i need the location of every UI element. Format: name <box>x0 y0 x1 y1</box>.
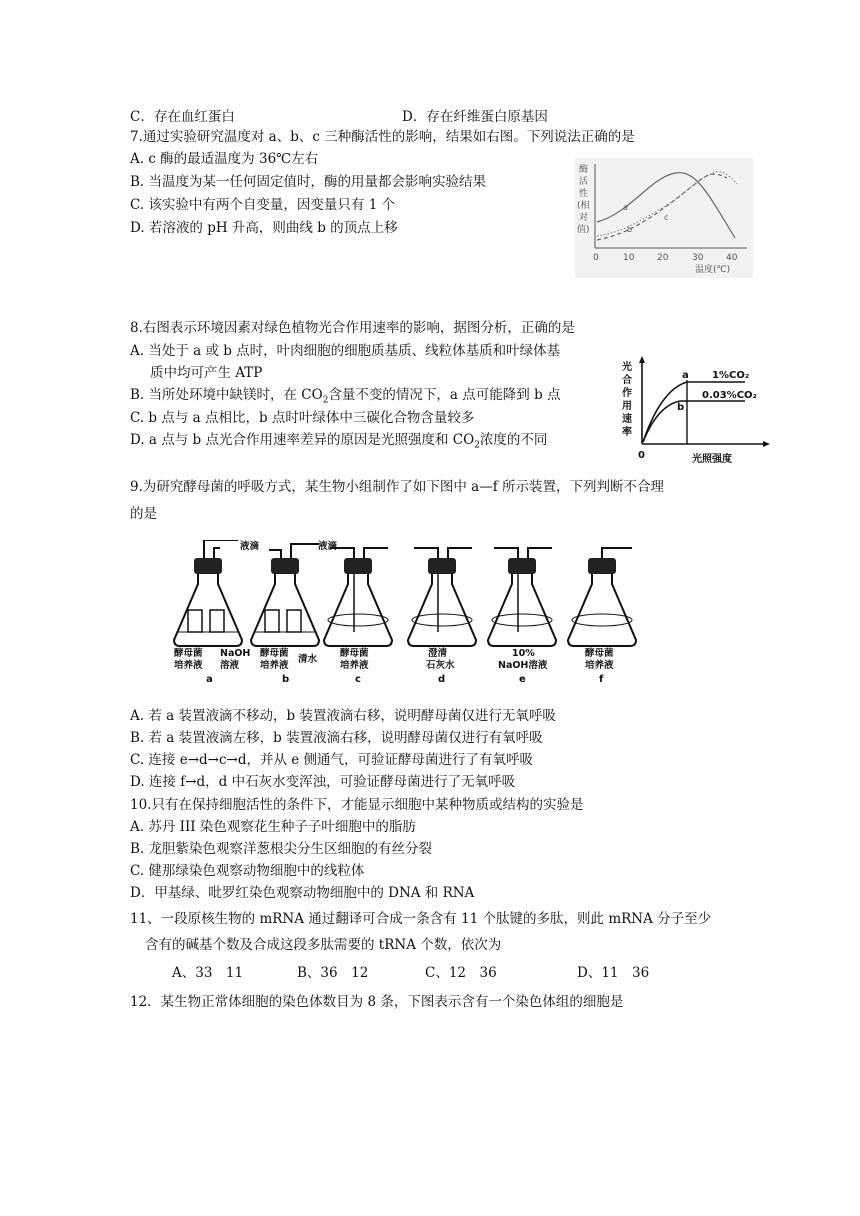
curve-b-label: b <box>627 225 633 234</box>
fig7-xtick-0: 0 <box>593 253 599 263</box>
fig7-xtick-20: 20 <box>657 253 669 263</box>
q7-option-b: B. 当温度为某一任何固定值时，酶的用量都会影响实验结果 <box>130 174 487 190</box>
q7-option-a: A. c 酶的最适温度为 36℃左右 <box>130 151 319 167</box>
yeast-apparatus-drawing <box>170 540 650 685</box>
q8-option-a-line1: A. 当处于 a 或 b 点时，叶肉细胞的细胞质基质、线粒体基质和叶绿体基 <box>130 343 561 359</box>
q8-option-a-line2: 质中均可产生 ATP <box>150 365 263 381</box>
fig8-ylabel-4: 用 <box>622 401 632 412</box>
fig8-ylabel-5: 速 <box>622 414 632 425</box>
flask-d-text1: 澄清 <box>428 648 448 659</box>
fig7-ylabel-3: 性 <box>579 189 589 199</box>
flask-d-text2: 石灰水 <box>426 660 455 671</box>
flask-b-text1: 酵母菌 <box>260 648 289 659</box>
q9-stem-line2: 的是 <box>130 506 157 522</box>
q8-option-d: D. a 点与 b 点光合作用速率差异的原因是光照强度和 $CO_2$浓度的不同 <box>130 432 548 451</box>
fig8-ylabel-2: 合 <box>622 375 632 386</box>
legend-003pct: 0.03%CO₂ <box>702 390 757 401</box>
fig7-ylabel-2: 活 <box>579 177 589 187</box>
q10-option-d: D．甲基绿、吡罗红染色观察动物细胞中的 DNA 和 RNA <box>130 885 475 901</box>
flask-b-text3: 清水 <box>298 654 318 665</box>
q10-option-c: C. 健那绿染色观察动物细胞中的线粒体 <box>130 863 365 879</box>
fig8-ylabel-6: 率 <box>622 427 632 438</box>
flask-a-text2: 培养液 <box>174 660 203 671</box>
curve-c <box>597 172 737 236</box>
enzyme-activity-figure <box>575 158 753 278</box>
fig7-xtick-40: 40 <box>726 253 738 263</box>
flask-b-id: b <box>282 674 290 685</box>
flask-c-text1: 酵母菌 <box>340 648 369 659</box>
q7-option-d: D. 若溶液的 pH 升高，则曲线 b 的顶点上移 <box>130 220 398 236</box>
drop-label-b: 液滴 <box>318 541 338 552</box>
flask-e-id: e <box>519 674 526 685</box>
flask-f-text2: 培养液 <box>585 660 614 671</box>
q9-option-c: C. 连接 e→d→c→d，并从 e 侧通气，可验证酵母菌进行了有氧呼吸 <box>130 752 534 768</box>
flask-f <box>568 548 636 646</box>
flask-c-id: c <box>355 674 361 685</box>
flask-b-text2: 培养液 <box>260 660 289 671</box>
q8-option-c: C. b 点与 a 点相比，b 点时叶绿体中三碳化合物含量较多 <box>130 410 475 426</box>
q11-option-a: A、33 11 <box>172 965 244 981</box>
fig8-ylabel-1: 光 <box>622 362 632 373</box>
fig8-xlabel: 光照强度 <box>692 454 732 465</box>
fig8-ylabel-3: 作 <box>622 388 632 399</box>
fig7-xlabel: 温度(℃) <box>695 265 731 275</box>
q9-option-d: D. 连接 f→d，d 中石灰水变浑浊，可验证酵母菌进行了无氧呼吸 <box>130 774 516 790</box>
fig8-origin: 0 <box>638 450 645 461</box>
fig7-xtick-10: 10 <box>623 253 635 263</box>
q10-stem: 10.只有在保持细胞活性的条件下，才能显示细胞中某种物质或结构的实验是 <box>130 797 584 813</box>
q9-stem-line1: 9.为研究酵母菌的呼吸方式，某生物小组制作了如下图中 a—f 所示装置，下列判断不合理 <box>130 479 665 495</box>
fig7-ylabel-4: (相 <box>577 201 590 211</box>
fig7-ylabel-6: 值) <box>577 225 590 235</box>
flask-a-text1: 酵母菌 <box>174 648 203 659</box>
flask-a-text4: 溶液 <box>220 660 240 671</box>
flask-e-text1: 10% <box>512 648 535 659</box>
q7-stem: 7.通过实验研究温度对 a、b、c 三种酶活性的影响，结果如右图。下列说法正确的是 <box>130 129 635 145</box>
fig7-ylabel-1: 酶 <box>579 165 589 175</box>
yeast-apparatus-figure <box>170 540 650 685</box>
flask-d-id: d <box>438 674 446 685</box>
q7-option-c: C. 该实验中有两个自变量，因变量只有 1 个 <box>130 197 396 213</box>
q8-stem: 8.右图表示环境因素对绿色植物光合作用速率的影响，据图分析，正确的是 <box>130 320 575 336</box>
flask-d <box>408 548 476 646</box>
q9-option-b: B. 若 a 装置液滴左移，b 装置液滴右移，说明酵母菌仅进行有氧呼吸 <box>130 730 543 746</box>
curve-a-label: a <box>623 203 628 212</box>
fig7-xtick-30: 30 <box>692 253 704 263</box>
q9-option-a: A. 若 a 装置液滴不移动，b 装置液滴右移，说明酵母菌仅进行无氧呼吸 <box>130 708 556 724</box>
q8-option-b: B. 当所处环境中缺镁时，在 $CO_2$含量不变的情况下，a 点可能降到 b 点 <box>130 387 561 406</box>
q11-option-d: D、11 36 <box>577 965 650 981</box>
flask-a-id: a <box>206 674 213 685</box>
q11-stem-line2: 含有的碱基个数及合成这段多肽需要的 tRNA 个数，依次为 <box>145 937 502 953</box>
flask-c <box>324 548 392 646</box>
flask-a-text3: NaOH <box>220 648 251 659</box>
point-a-label: a <box>682 370 689 381</box>
photosynthesis-chart <box>620 352 770 467</box>
q6-option-c: C．存在血红蛋白 <box>130 109 235 125</box>
q11-option-c: C、12 36 <box>425 965 497 981</box>
point-b-label: b <box>677 402 685 413</box>
flask-c-text2: 培养液 <box>340 660 369 671</box>
curve-c-label: c <box>664 213 669 222</box>
flask-a <box>174 540 242 646</box>
photosynthesis-figure <box>620 352 770 467</box>
q6-option-d: D．存在纤维蛋白原基因 <box>402 109 548 125</box>
fig7-ylabel-5: 对 <box>579 213 589 223</box>
legend-1pct: 1%CO₂ <box>712 370 750 381</box>
flask-e-text2: NaOH溶液 <box>498 660 548 671</box>
flask-f-text1: 酵母菌 <box>585 648 614 659</box>
q10-option-a: A. 苏丹 III 染色观察花生种子子叶细胞中的脂肪 <box>130 819 416 835</box>
q11-option-b: B、36 12 <box>297 965 369 981</box>
flask-b <box>251 544 319 646</box>
flask-f-id: f <box>599 674 604 685</box>
flask-e <box>488 548 556 646</box>
curve-b <box>597 174 727 240</box>
curve-a <box>597 173 735 238</box>
q11-stem-line1: 11、一段原核生物的 mRNA 通过翻译可合成一条含有 11 个肽键的多肽，则此 mRNA 分子至少 <box>130 911 712 927</box>
drop-label-a: 液滴 <box>240 541 260 552</box>
q12-stem: 12．某生物正常体细胞的染色体数目为 8 条，下图表示含有一个染色体组的细胞是 <box>130 994 624 1010</box>
enzyme-activity-chart <box>575 158 753 278</box>
q10-option-b: B. 龙胆紫染色观察洋葱根尖分生区细胞的有丝分裂 <box>130 841 433 857</box>
